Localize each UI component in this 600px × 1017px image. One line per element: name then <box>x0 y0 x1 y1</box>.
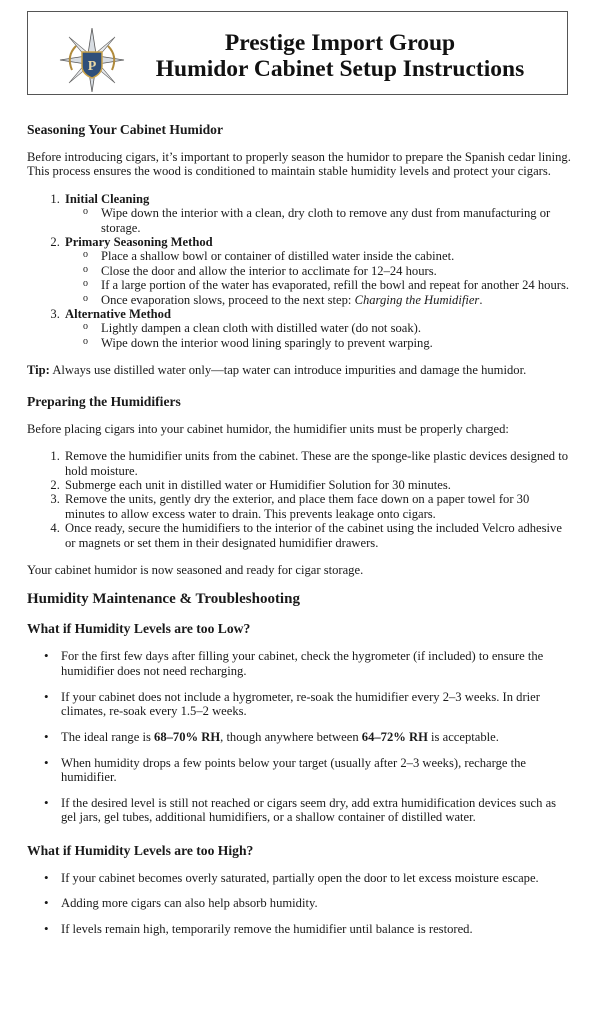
title-line-1: Prestige Import Group <box>224 30 456 56</box>
bullet-item: • If the desired level is still not reached or cigars seem dry, add extra humidification devices such as gel jars, gel tubes, additional humidifiers, or a shallow container of distilled water. <box>61 796 572 825</box>
compass-crest-logo <box>58 26 126 94</box>
preparing-intro: Before placing cigars into your cabinet humidor, the humidifier units must be properly charged: <box>27 421 509 436</box>
seasoning-steps <box>27 192 572 350</box>
tip-paragraph: Tip: Always use distilled water only—tap water can introduce impurities and damage the humidor. <box>27 363 527 378</box>
step-title: Alternative Method <box>65 307 171 322</box>
low-humidity-list <box>27 649 572 824</box>
preparing-steps <box>27 449 572 550</box>
tip-label: Tip: <box>27 363 50 378</box>
prep-step: 2. Submerge each unit in distilled water or Humidifier Solution for 30 minutes. <box>63 478 572 492</box>
bullet-item: • If your cabinet does not include a hygrometer, re-soak the humidifier every 2–3 weeks. In drier climates, re-soak every 1.5–2 weeks. <box>61 690 572 719</box>
bullet-item: • If levels remain high, temporarily remove the humidifier until balance is restored. <box>61 922 572 936</box>
sub-item: o Close the door and allow the interior to acclimate for 12–24 hours. <box>101 264 572 278</box>
prep-step: 3. Remove the units, gently dry the exterior, and place them face down on a paper towel for 30 minutes to allow excess water to drain. This prevents leakage onto cigars. <box>63 492 572 521</box>
sub-item: o Place a shallow bowl or container of distilled water inside the cabinet. <box>101 249 572 263</box>
step-title: Initial Cleaning <box>65 191 150 206</box>
high-humidity-list <box>27 871 572 937</box>
sub-item: o Wipe down the interior with a clean, dry cloth to remove any dust from manufacturing or storage. <box>101 206 572 235</box>
sub-item: o Lightly dampen a clean cloth with distilled water (do not soak). <box>101 321 572 335</box>
bullet-item: • When humidity drops a few points below your target (usually after 2–3 weeks), recharge the humidifier. <box>61 756 572 785</box>
header-box <box>27 11 568 95</box>
title-line-2: Humidor Cabinet Setup Instructions <box>155 56 525 82</box>
sub-item: o Once evaporation slows, proceed to the next step: Charging the Humidifier. <box>101 293 572 307</box>
preparing-heading: Preparing the Humidifiers <box>27 393 181 409</box>
bullet-item: • The ideal range is 68–70% RH, though anywhere between 64–72% RH is acceptable. <box>61 730 572 744</box>
seasoning-heading: Seasoning Your Cabinet Humidor <box>27 122 224 137</box>
step-title: Primary Seasoning Method <box>65 235 213 250</box>
document-body <box>27 122 572 948</box>
acceptable-range-value: 64–72% RH <box>361 729 428 744</box>
bullet-item: • If your cabinet becomes overly saturated, partially open the door to let excess moisture escape. <box>61 871 572 885</box>
logo-letter: P <box>87 59 97 74</box>
high-humidity-heading: What if Humidity Levels are too High? <box>27 842 254 858</box>
step-primary-seasoning <box>63 235 572 307</box>
sub-item: o Wipe down the interior wood lining sparingly to prevent warping. <box>101 336 572 350</box>
preparing-outro: Your cabinet humidor is now seasoned and ready for cigar storage. <box>27 562 364 577</box>
step-alternative-method <box>63 307 572 350</box>
low-humidity-heading: What if Humidity Levels are too Low? <box>27 621 251 637</box>
maintenance-heading: Humidity Maintenance & Troubleshooting <box>27 591 300 608</box>
next-step-emphasis: Charging the Humidifier <box>354 292 480 307</box>
sub-item: o If a large portion of the water has evaporated, refill the bowl and repeat for another 24 hours. <box>101 278 572 292</box>
prep-step: 4. Once ready, secure the humidifiers to the interior of the cabinet using the included Velcro adhesive or magnets or set them in their designated humidifier drawers. <box>63 521 572 550</box>
bullet-item: • Adding more cigars can also help absorb humidity. <box>61 896 572 910</box>
bullet-item: • For the first few days after filling your cabinet, check the hygrometer (if included) to ensure the humidifier does not need recharging. <box>61 649 572 678</box>
ideal-range-value: 68–70% RH <box>154 729 221 744</box>
seasoning-intro: Before introducing cigars, it’s important to properly season the humidor to prepare the Spanish cedar lining. This process ensures the wood is conditioned to maintain stable humidity levels and protect your cigars. <box>27 150 571 179</box>
step-initial-cleaning <box>63 192 572 235</box>
page-title <box>140 30 540 82</box>
prep-step: 1. Remove the humidifier units from the cabinet. These are the sponge-like plastic devices designed to hold moisture. <box>63 449 572 478</box>
